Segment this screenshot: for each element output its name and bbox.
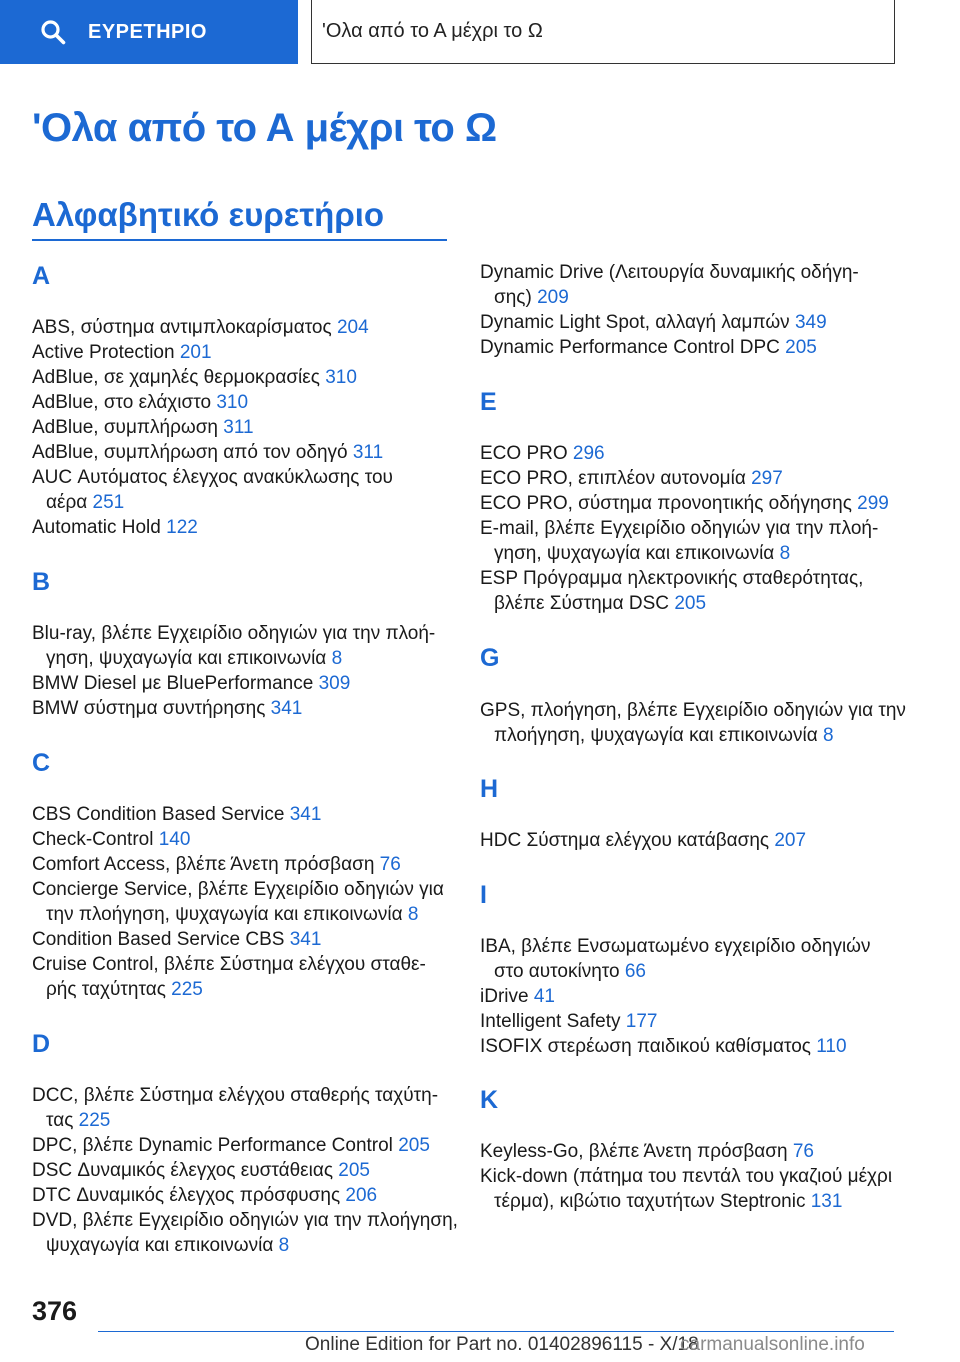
page-link[interactable]: 296 (572, 443, 605, 464)
letter-heading-g: G (480, 644, 500, 672)
page-link[interactable]: 309 (318, 673, 351, 694)
page-link[interactable]: 299 (857, 493, 889, 514)
page-link[interactable]: 41 (533, 986, 555, 1007)
page-link[interactable]: 66 (624, 961, 646, 982)
index-entry[interactable]: ISOFIX στερέωση παιδικού καθίσματος 110 (480, 1036, 847, 1057)
index-entry[interactable]: CBS Condition Based Service 341 (32, 804, 322, 825)
index-entry[interactable]: AdBlue, συμπλήρωση 311 (32, 417, 254, 438)
page-link[interactable]: 205 (398, 1135, 430, 1156)
page-link[interactable]: 311 (352, 442, 384, 463)
section-divider (32, 239, 447, 241)
index-entry[interactable]: Concierge Service, βλέπε Εγχειρίδιο οδηγιών για την πλοήγηση, ψυχαγωγία και επικοινωνία 8 (32, 879, 444, 925)
page-link[interactable]: 207 (774, 830, 807, 851)
index-entry[interactable]: Condition Based Service CBS 341 (32, 929, 322, 950)
page-link[interactable]: 140 (158, 829, 191, 850)
index-entry[interactable]: DPC, βλέπε Dynamic Performance Control 205 (32, 1135, 430, 1156)
page-link[interactable]: 205 (785, 337, 817, 358)
page-link[interactable]: 310 (325, 367, 357, 388)
index-entry[interactable]: Dynamic Drive (Λειτουργία δυναμικής οδήγη- σης) 209 (480, 262, 859, 308)
page-link[interactable]: 311 (223, 417, 254, 438)
index-entry[interactable]: ECO PRO 296 (480, 443, 605, 464)
letter-heading-e: E (480, 388, 497, 416)
index-entry[interactable]: Keyless-Go, βλέπε Άνετη πρόσβαση 76 (480, 1141, 814, 1162)
index-entry[interactable]: ECO PRO, επιπλέον αυτονομία 297 (480, 468, 783, 489)
index-entry[interactable]: AUC Αυτόματος έλεγχος ανακύκλωσης του αέρα 251 (32, 467, 393, 513)
index-entry[interactable]: Dynamic Performance Control DPC 205 (480, 337, 817, 358)
page-link[interactable]: 8 (407, 904, 419, 925)
letter-heading-h: H (480, 775, 499, 803)
index-entry[interactable]: ECO PRO, σύστημα προνοητικής οδήγησης 299 (480, 493, 889, 514)
section-title: Αλφαβητικό ευρετήριο (32, 196, 385, 233)
index-entry[interactable]: Cruise Control, βλέπε Σύστημα ελέγχου σταθε- ρής ταχύτητας 225 (32, 954, 426, 1000)
page-link[interactable]: 341 (289, 929, 322, 950)
page-link[interactable]: 206 (345, 1185, 378, 1206)
index-entry[interactable]: ESP Πρόγραμμα ηλεκτρονικής σταθερότητας, βλέπε Σύστημα DSC 205 (480, 568, 864, 614)
letter-heading-a: A (32, 262, 51, 290)
index-entry[interactable]: DCC, βλέπε Σύστημα ελέγχου σταθερής ταχύτη- τας 225 (32, 1085, 439, 1131)
page-link[interactable]: 110 (816, 1036, 847, 1057)
page-link[interactable]: 205 (338, 1160, 370, 1181)
page-link[interactable]: 204 (336, 317, 369, 338)
index-entry[interactable]: AdBlue, σε χαμηλές θερμοκρασίες 310 (32, 367, 357, 388)
page-link[interactable]: 122 (166, 517, 198, 538)
index-entry[interactable]: ABS, σύστημα αντιμπλοκαρίσματος 204 (32, 317, 369, 338)
index-entry[interactable]: Intelligent Safety 177 (480, 1011, 658, 1032)
letter-heading-k: K (480, 1086, 499, 1114)
page-link[interactable]: 251 (92, 492, 125, 513)
page-link[interactable]: 8 (779, 543, 791, 564)
index-entry[interactable]: DVD, βλέπε Εγχειρίδιο οδηγιών για την πλοήγηση, ψυχαγωγία και επικοινωνία 8 (32, 1210, 458, 1256)
page-link[interactable]: 209 (537, 287, 569, 308)
edition-note: Online Edition for Part no. 01402896115 - X/18 (305, 1334, 699, 1355)
index-entry[interactable]: Active Protection 201 (32, 342, 212, 363)
page-link[interactable]: 349 (794, 312, 827, 333)
letter-heading-d: D (32, 1030, 51, 1058)
page-link[interactable]: 225 (171, 979, 203, 1000)
page-link[interactable]: 8 (331, 648, 343, 669)
letter-heading-i: I (480, 881, 487, 909)
page-link[interactable]: 8 (278, 1235, 290, 1256)
index-entry[interactable]: Comfort Access, βλέπε Άνετη πρόσβαση 76 (32, 854, 401, 875)
page-link[interactable]: 297 (751, 468, 783, 489)
page-link[interactable]: 76 (379, 854, 401, 875)
letter-heading-c: C (32, 749, 51, 777)
index-entry[interactable]: Automatic Hold 122 (32, 517, 198, 538)
index-entry[interactable]: BMW σύστημα συντήρησης 341 (32, 698, 303, 719)
page-link[interactable]: 201 (179, 342, 212, 363)
index-tab-label: ΕΥΡΕΤΗΡΙΟ (88, 20, 207, 43)
page-number: 376 (32, 1296, 78, 1326)
index-entry[interactable]: HDC Σύστημα ελέγχου κατάβασης 207 (480, 830, 807, 851)
page-link[interactable]: 205 (674, 593, 707, 614)
index-entry[interactable]: Kick-down (πάτημα του πεντάλ του γκαζιού μέχρι τέρμα), κιβώτιο ταχυτήτων Steptronic 131 (480, 1166, 893, 1212)
search-icon (40, 19, 66, 45)
index-entry[interactable]: DSC Δυναμικός έλεγχος ευστάθειας 205 (32, 1160, 370, 1181)
page-link[interactable]: 131 (810, 1191, 843, 1212)
top-bar (0, 0, 960, 66)
index-entry[interactable]: AdBlue, στο ελάχιστο 310 (32, 392, 249, 413)
footer-divider (98, 1331, 894, 1332)
page-title: 'Ολα από το Α μέχρι το Ω (32, 106, 497, 150)
letter-heading-b: B (32, 568, 51, 596)
breadcrumb[interactable]: 'Ολα από το Α μέχρι το Ω (311, 0, 895, 64)
page-link[interactable]: 341 (270, 698, 303, 719)
index-entry[interactable]: GPS, πλοήγηση, βλέπε Εγχειρίδιο οδηγιών για την πλοήγηση, ψυχαγωγία και επικοινωνία 8 (480, 700, 906, 746)
index-entry[interactable]: IBA, βλέπε Ενσωματωμένο εγχειρίδιο οδηγιών στο αυτοκίνητο 66 (480, 936, 871, 982)
page-link[interactable]: 341 (289, 804, 322, 825)
index-entry[interactable]: iDrive 41 (480, 986, 555, 1007)
page-link[interactable]: 8 (823, 725, 834, 746)
index-entry[interactable]: Dynamic Light Spot, αλλαγή λαμπών 349 (480, 312, 827, 333)
index-search-tab[interactable] (0, 0, 298, 64)
watermark: carmanualsonline.info (680, 1334, 865, 1355)
page-link[interactable]: 310 (216, 392, 249, 413)
index-entry[interactable]: Check-Control 140 (32, 829, 191, 850)
page-link[interactable]: 225 (78, 1110, 111, 1131)
index-entry[interactable]: Blu-ray, βλέπε Εγχειρίδιο οδηγιών για την πλοή- γηση, ψυχαγωγία και επικοινωνία 8 (32, 623, 436, 669)
page-link[interactable]: 177 (625, 1011, 658, 1032)
index-entry[interactable]: AdBlue, συμπλήρωση από τον οδηγό 311 (32, 442, 384, 463)
index-entry[interactable]: DTC Δυναμικός έλεγχος πρόσφυσης 206 (32, 1185, 378, 1206)
index-entry[interactable]: BMW Diesel με BluePerformance 309 (32, 673, 351, 694)
page-link[interactable]: 76 (792, 1141, 814, 1162)
index-entry[interactable]: E-mail, βλέπε Εγχειρίδιο οδηγιών για την πλοή- γηση, ψυχαγωγία και επικοινωνία 8 (480, 518, 879, 564)
